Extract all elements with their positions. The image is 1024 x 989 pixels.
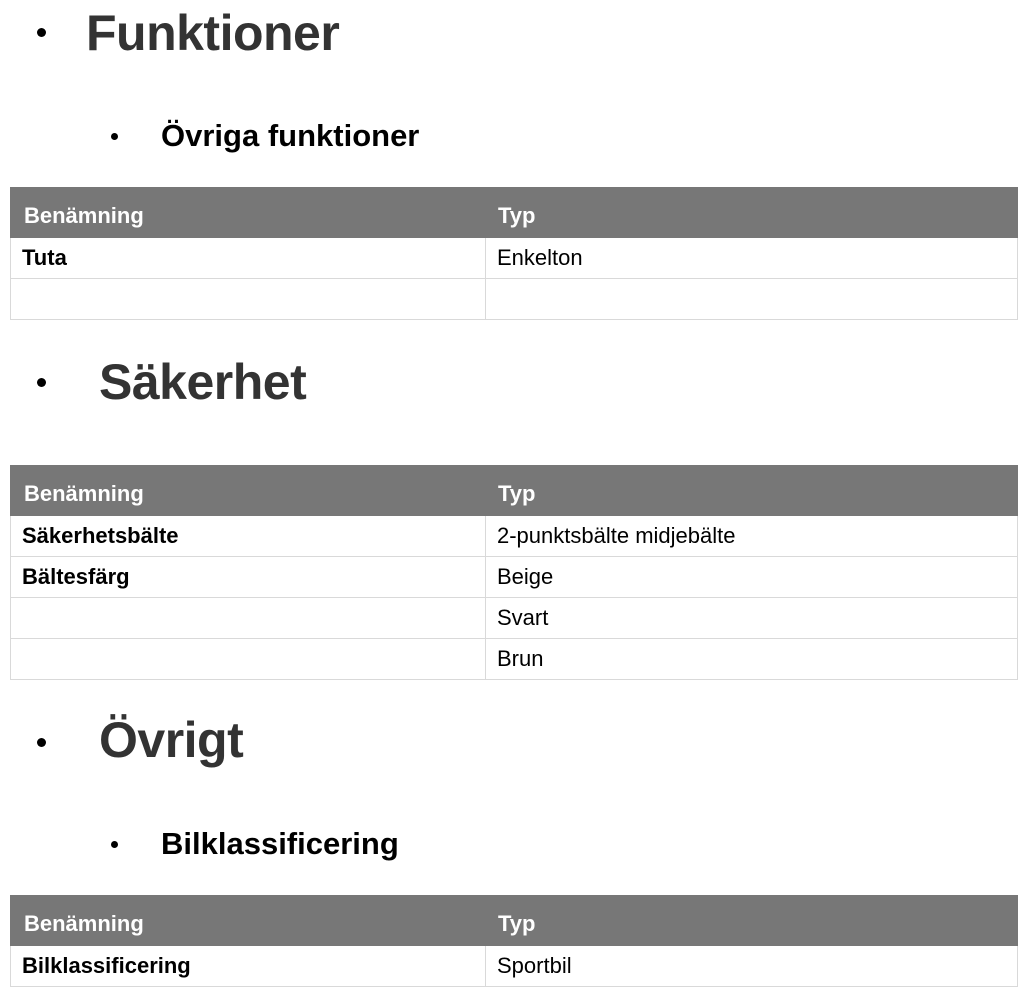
column-header-benamning: Benämning [11, 896, 486, 946]
cell-typ: Enkelton [486, 238, 1018, 279]
bullet-icon [37, 378, 46, 387]
section-heading-funktioner: Funktioner [86, 5, 340, 61]
cell-typ: 2-punktsbälte midjebälte [486, 516, 1018, 557]
cell-typ: Svart [486, 598, 1018, 639]
table-row [11, 639, 1018, 680]
cell-typ: Brun [486, 639, 1018, 680]
table-row [11, 238, 1018, 279]
cell-benamning: Säkerhetsbälte [11, 516, 486, 557]
table-header-row [11, 896, 1018, 946]
cell-typ: Sportbil [486, 946, 1018, 987]
table-header-row [11, 466, 1018, 516]
table-bilklassificering [10, 895, 1018, 987]
cell-benamning [11, 639, 486, 680]
cell-benamning: Tuta [11, 238, 486, 279]
section-heading-ovrigt: Övrigt [99, 712, 244, 768]
table-row [11, 516, 1018, 557]
table-row [11, 946, 1018, 987]
subheading-bilklassificering: Bilklassificering [161, 826, 399, 861]
cell-benamning [11, 598, 486, 639]
table-row [11, 279, 1018, 320]
table-row [11, 557, 1018, 598]
table-ovriga-funktioner [10, 187, 1018, 320]
bullet-icon [37, 738, 46, 747]
column-header-benamning: Benämning [11, 188, 486, 238]
table-header-row [11, 188, 1018, 238]
section-heading-sakerhet: Säkerhet [99, 354, 307, 410]
cell-typ [486, 279, 1018, 320]
column-header-typ: Typ [486, 896, 1018, 946]
column-header-typ: Typ [486, 466, 1018, 516]
bullet-icon [37, 28, 46, 37]
column-header-typ: Typ [486, 188, 1018, 238]
table-row [11, 598, 1018, 639]
column-header-benamning: Benämning [11, 466, 486, 516]
bullet-icon [111, 841, 118, 848]
cell-benamning [11, 279, 486, 320]
cell-benamning: Bilklassificering [11, 946, 486, 987]
cell-benamning: Bältesfärg [11, 557, 486, 598]
subheading-ovriga-funktioner: Övriga funktioner [161, 118, 420, 153]
table-sakerhet [10, 465, 1018, 680]
cell-typ: Beige [486, 557, 1018, 598]
bullet-icon [111, 133, 118, 140]
